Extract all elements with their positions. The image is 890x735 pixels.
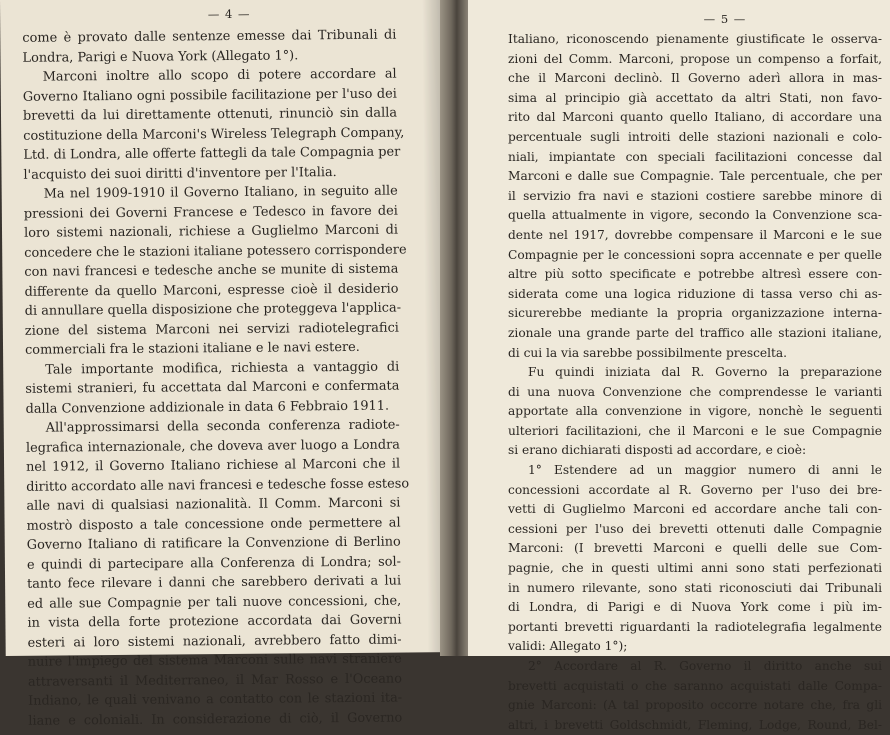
text-line: niali, impiantate con speciali facilitazioni concesse dal	[508, 149, 882, 164]
text-line: Compagnie per le concessioni sopra accennate e per quelle	[508, 247, 882, 262]
text-line: gnie Marconi: (A tal proposito occorre notare che, fra gli	[508, 698, 882, 713]
text-line: dente nel 1917, dovrebbe compensare il Marconi e le sue	[508, 227, 882, 242]
text-line: che il Marconi declinò. Il Governo aderì allora in mas-	[508, 71, 882, 86]
text-line: validi: Allegato 1°);	[508, 639, 628, 654]
text-line: sistemi stranieri, fu accettata dal Marconi e confermata	[25, 378, 400, 397]
text-line: concedere che le stazioni italiane potessero corrispondere	[24, 241, 407, 261]
text-line: 1° Estendere ad un maggior numero di anni le	[528, 463, 882, 478]
text-line: Ltd. di Londra, alle offerte fattegli da tale Compagnia per	[23, 144, 401, 163]
text-line: All'approssimarsi della seconda conferenza radiote-	[45, 417, 400, 436]
text-line: 2° Accordare al R. Governo il diritto anche sui	[528, 659, 882, 673]
text-line: mostrò disposto a tale concessione onde permettere al	[26, 515, 401, 534]
text-line: brevetti da lui direttamente ottenuti, rinunciò sin dalla	[22, 105, 398, 124]
text-line: come è provato dalle sentenze emesse dai Tribunali di	[22, 27, 397, 46]
text-line: nel 1912, il Governo Italiano richiese al Marconi che il	[26, 456, 401, 475]
book-gutter	[440, 0, 468, 656]
text-line: tanto fece rilevare i danni che sarebbero derivati a lui	[27, 573, 402, 592]
text-line: di cui la via sarebbe possibilmente prescelta.	[508, 345, 788, 360]
text-line: di una nuova Convenzione che comprendesse le varianti	[508, 384, 882, 399]
text-line: pagnie, che in questi ultimi anni sono stati perfezionati	[508, 561, 882, 576]
text-line: Ma nel 1909-1910 il Governo Italiano, in seguito alle	[43, 183, 398, 202]
text-line: esteri ai loro sistemi nazionali, avrebbero fatto dimi-	[27, 632, 402, 651]
text-line: Marconi: (I brevetti Marconi e quelli delle sue Com-	[508, 541, 882, 556]
page-body	[508, 30, 882, 735]
text-line: costituzione della Marconi's Wireless Telegraph Company,	[23, 124, 405, 144]
text-line: ulteriori facilitazioni, che il Marconi e le sue Compagnie	[508, 423, 882, 438]
text-line: zioni del Comm. Marconi, propose un compenso a forfait,	[508, 51, 882, 66]
text-line: ed alle sue Compagnie per tali nuove concessioni, che,	[27, 593, 402, 612]
text-line: diritto accordato alle navi francesi e tedesche fosse esteso	[26, 475, 410, 495]
page-right	[468, 0, 890, 732]
text-line: pressioni dei Governi Francese e Tedesco in favore dei	[23, 203, 398, 222]
text-line: il servizio fra navi e stazioni costiere sarebbe minore di	[508, 188, 882, 203]
text-line: Italiano, riconoscendo pienamente giustificate le osserva-	[508, 32, 882, 46]
text-line: Indiano, le quali venivano a contatto con le stazioni ita-	[28, 690, 403, 709]
text-line: dalla Convenzione addizionale in data 6 Febbraio 1911.	[25, 398, 390, 417]
text-line: siderata come una logica riduzione di tassa verso chi as-	[508, 286, 882, 301]
text-line: alle navi di qualsiasi nazionalità. Il Comm. Marconi si	[26, 495, 401, 514]
text-line: vetti di Guglielmo Marconi ed accordare anche tali con-	[508, 502, 882, 517]
text-line: con navi francesi e tedesche anche se munite di sistema	[24, 261, 399, 280]
text-line: Marconi inoltre allo scopo di potere accordare al	[42, 66, 397, 85]
text-line: zionale una grande parte del traffico alle stazioni italiane,	[508, 325, 882, 340]
text-line: legrafica internazionale, che doveva aver luogo a Londra	[25, 437, 400, 456]
text-line: Fu quindi iniziata dal R. Governo la preparazione	[528, 365, 882, 380]
text-line: in vista della forte protezione accordata dai Governi	[27, 612, 402, 631]
text-line: altri, i brevetti Goldschmidt, Fleming, Lodge, Round, Bel-	[508, 717, 882, 732]
text-line: si erano dichiarati disposti ad accordare, e cioè:	[508, 443, 807, 458]
text-line: di annullare quella disposizione che proteggeva l'applica-	[24, 300, 402, 319]
text-line: Governo Italiano ogni possibile facilitazione per l'uso dei	[22, 86, 397, 105]
text-line: di Londra, di Parigi e di Nuova York come i più im-	[508, 600, 882, 615]
text-line: apportate alla convenzione in vigore, nonchè le seguenti	[508, 404, 882, 419]
text-line: sicurerebbe mediante la propria organizzazione interna-	[508, 306, 882, 321]
text-line: altre più sotto specificate e potrebbe altresì essere con-	[508, 267, 882, 282]
text-line: portanti brevetti riguardanti la radiotelegrafia legalmente	[508, 619, 882, 634]
page-number: — 5 —	[703, 12, 747, 26]
text-line: e quindi di partecipare alla Conferenza di Londra; sol-	[26, 554, 401, 573]
text-line: commerciali fra le stazioni italiane e le navi estere.	[24, 339, 360, 358]
text-line: Governo Italiano di ratificare la Convenzione di Berlino	[26, 534, 401, 553]
text-line: brevetti acquistati o che saranno acquistati dalle Compa-	[508, 678, 882, 693]
text-line: l'acquisto dei suoi diritti d'inventore per l'Italia.	[23, 164, 337, 183]
page-number: — 4 —	[207, 6, 251, 22]
text-line: percentuale sugli introiti delle stazioni nazionali e colo-	[508, 129, 882, 144]
text-line: sima al principio già accettato da altri Stati, non favo-	[508, 90, 882, 105]
text-line: Londra, Parigi e Nuova York (Allegato 1°).	[22, 47, 299, 66]
text-line: zione del sistema Marconi nei servizi radiotelegrafici	[24, 320, 399, 339]
text-line: in numero rilevante, sono stati riconosciuti dai Tribunali	[508, 580, 882, 595]
text-line: cessioni per l'uso dei brevetti ottenuti dalle Compagnie	[508, 521, 882, 536]
text-line: attraversanti il Mediterraneo, il Mar Rosso e l'Oceano	[27, 671, 403, 690]
text-line: Tale importante modifica, richiesta a vantaggio di	[45, 359, 400, 378]
text-line: nuire l'impiego del sistema Marconi sulle navi straniere	[27, 651, 402, 670]
text-line: rito dal Marconi quanto quello Italiano, di accordare una	[508, 110, 882, 125]
text-line: concessioni accordate al R. Governo per l'uso dei bre-	[508, 482, 882, 497]
page-left	[0, 0, 446, 729]
text-line: Marconi e dalle sue Compagnie. Tale percentuale, che per	[508, 169, 882, 184]
text-line: differente da quello Marconi, espresse cioè il desiderio	[24, 281, 399, 300]
text-line: quella attualmente in vigore, secondo la Convenzione sca-	[508, 208, 882, 223]
text-line: liane e coloniali. In considerazione di ciò, il Governo	[28, 710, 403, 729]
text-line: loro sistemi nazionali, richiese a Guglielmo Marconi di	[23, 222, 399, 241]
page-body	[22, 26, 410, 731]
